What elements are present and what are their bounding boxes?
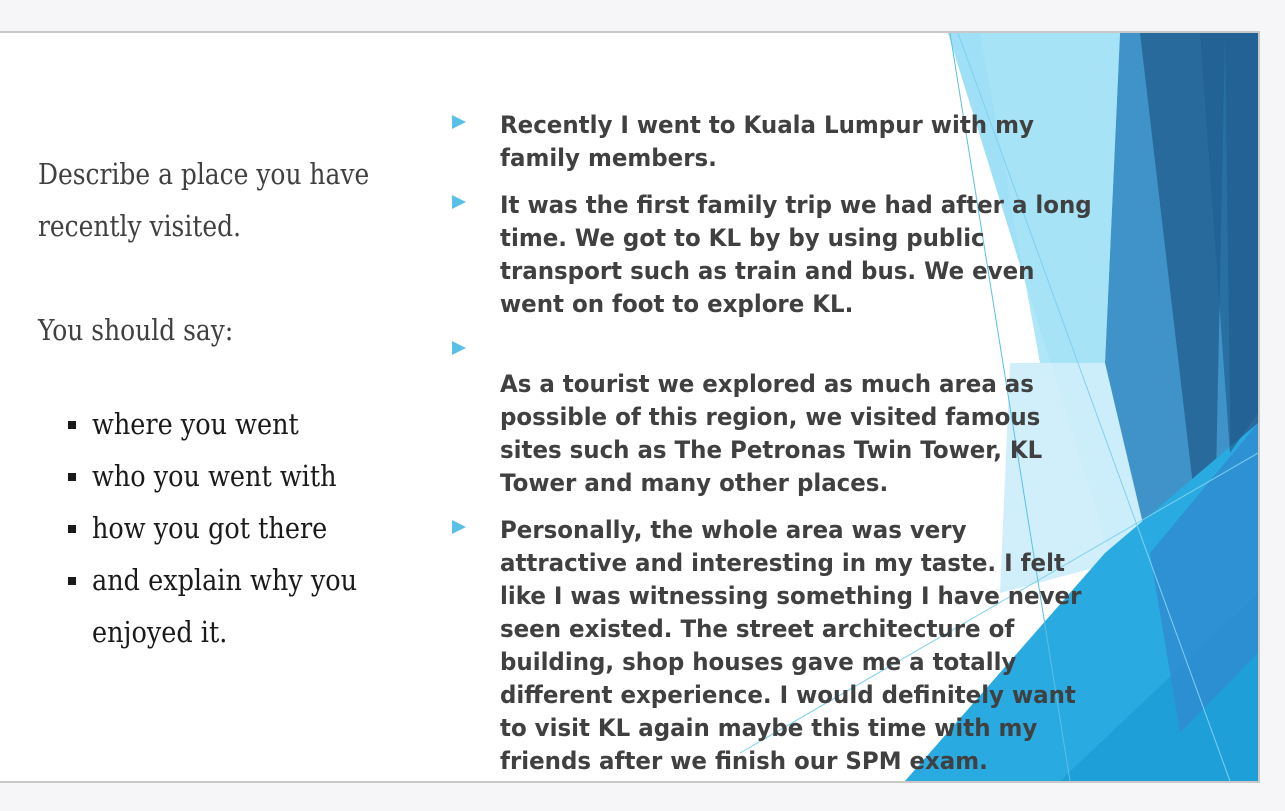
bullet-arrow-icon <box>452 520 466 534</box>
left-column <box>38 148 418 658</box>
prompt-bullet-item: who you went with <box>68 450 418 502</box>
answer-paragraph <box>452 335 1172 500</box>
slide <box>0 31 1260 783</box>
prompt-bullet-item: how you got there <box>68 502 418 554</box>
answer-paragraph <box>452 189 1172 321</box>
answer-text: Recently I went to Kuala Lumpur with my family members. <box>500 111 1034 172</box>
bullet-arrow-icon <box>452 341 466 355</box>
right-column <box>452 109 1172 783</box>
prompt-bullet-list <box>38 398 418 658</box>
answer-paragraph <box>452 109 1172 175</box>
subprompt-text: You should say: <box>38 313 234 347</box>
answer-text: Personally, the whole area was very attractive and interesting in my taste. I felt like I was witnessing something I have never seen existed. The street architecture of building, shop houses gave me a totally different experience. I would definitely want to visit KL again maybe this time with my friends after we finish our SPM exam. <box>500 516 1082 775</box>
prompt-text: Describe a place you have recently visited. <box>38 157 370 243</box>
answer-text: As a tourist we explored as much area as possible of this region, we visited famous sites such as The Petronas Twin Tower, KL Tower and many other places. <box>500 370 1043 497</box>
answer-text: It was the first family trip we had after a long time. We got to KL by by using public transport such as train and bus. We even went on foot to explore KL. <box>500 191 1092 318</box>
bullet-arrow-icon <box>452 115 466 129</box>
answer-paragraph <box>452 514 1172 778</box>
prompt-bullet-item: and explain why you enjoyed it. <box>68 554 418 658</box>
prompt-bullet-item: where you went <box>68 398 418 450</box>
bullet-arrow-icon <box>452 195 466 209</box>
